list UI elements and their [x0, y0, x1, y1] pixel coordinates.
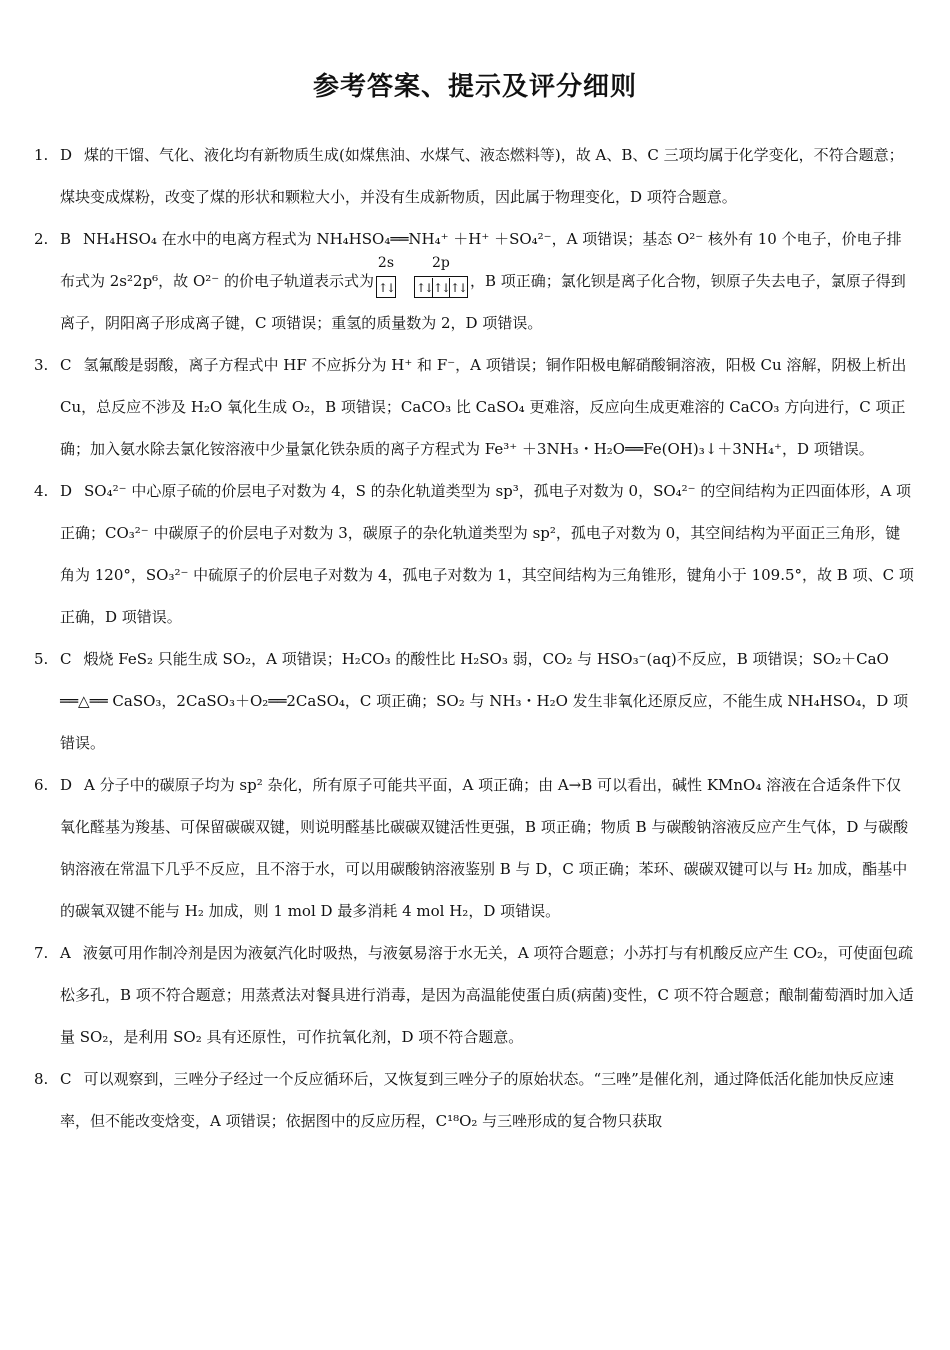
orbital-diagram	[374, 255, 470, 298]
item-explanation: 氢氟酸是弱酸，离子方程式中 HF 不应拆分为 H⁺ 和 F⁻，A 项错误；铜作阳极电解硝酸铜溶液，阳极 Cu 溶解，阴极上析出 Cu，总反应不涉及 H₂O 氧化生成 O₂，B 项错误；CaCO₃ 比 CaSO₄ 更难溶，反应向生成更难溶的 CaCO₃ 方向进行，C 项正确；加入氨水除去氯化铵溶液中少量氯化铁杂质的离子方程式为 Fe³⁺ ＋3NH₃・H₂O══Fe(OH)₃↓＋3NH₄⁺，D 项错误。	[60, 356, 907, 458]
answer-item-6	[34, 764, 914, 932]
item-number: 1.	[34, 146, 49, 164]
answer-item-7	[34, 932, 914, 1058]
orbital-2s-label: 2s	[377, 255, 394, 271]
item-answer: D	[60, 482, 73, 500]
answer-item-8	[34, 1058, 914, 1142]
orbital-2s-box	[376, 255, 396, 298]
item-number: 3.	[34, 356, 49, 374]
item-explanation: 煤的干馏、气化、液化均有新物质生成(如煤焦油、水煤气、液态燃料等)，故 A、B、C 三项均属于化学变化，不符合题意；煤块变成煤粉，改变了煤的形状和颗粒大小，并没有生成新物质，因此属于物理变化，D 项符合题意。	[60, 146, 904, 206]
orbital-cell: ↑↓	[432, 278, 449, 298]
orbital-cell: ↑↓	[415, 281, 433, 295]
answer-item-5	[34, 638, 914, 764]
item-answer: D	[60, 776, 73, 794]
item-number: 6.	[34, 776, 49, 794]
answer-item-3	[34, 344, 914, 470]
answer-item-2	[34, 218, 914, 344]
answer-item-4	[34, 470, 914, 638]
item-explanation: SO₄²⁻ 中心原子硫的价层电子对数为 4，S 的杂化轨道类型为 sp³，孤电子对数为 0，SO₄²⁻ 的空间结构为正四面体形，A 项正确；CO₃²⁻ 中碳原子的价层电子对数为 3，碳原子的杂化轨道类型为 sp²，孤电子对数为 0，其空间结构为平面正三角形，键角为 120°，SO₃²⁻ 中硫原子的价层电子对数为 4，孤电子对数为 1，其空间结构为三角锥形，键角小于 109.5°，故 B 项、C 项正确，D 项错误。	[60, 482, 914, 626]
page-title: 参考答案、提示及评分细则	[312, 72, 637, 102]
orbital-2p-box	[414, 255, 468, 298]
item-number: 8.	[34, 1070, 49, 1088]
item-answer: C	[60, 356, 72, 374]
item-explanation: 煅烧 FeS₂ 只能生成 SO₂，A 项错误；H₂CO₃ 的酸性比 H₂SO₃ 弱，CO₂ 与 HSO₃⁻(aq)不反应，B 项错误；SO₂＋CaO ══△══ CaSO₃，2CaSO₃＋O₂══2CaSO₄，C 项正确；SO₂ 与 NH₃・H₂O 发生非氧化还原反应，不能生成 NH₄HSO₄，D 项错误。	[60, 650, 909, 752]
orbital-2p-label: 2p	[432, 255, 450, 271]
item-answer: C	[60, 1070, 72, 1088]
item-answer: C	[60, 650, 72, 668]
item-number: 2.	[34, 230, 49, 248]
item-explanation-part-b: ，B 项正确；氯化钡是离子化合物，钡原子失去电子，氯原子得到离子，阴阳离子形成离子键，C 项错误；重氢的质量数为 2，D 项错误。	[60, 272, 906, 332]
item-number: 7.	[34, 944, 49, 962]
item-answer: A	[60, 944, 71, 962]
orbital-cell: ↑↓	[449, 278, 466, 298]
item-explanation: 液氨可用作制冷剂是因为液氨汽化时吸热，与液氨易溶于水无关，A 项符合题意；小苏打与有机酸反应产生 CO₂，可使面包疏松多孔，B 项不符合题意；用蒸煮法对餐具进行消毒，是因为高温能使蛋白质(病菌)变性，C 项不符合题意；酿制葡萄酒时加入适量 SO₂，是利用 SO₂ 具有还原性，可作抗氧化剂，D 项不符合题意。	[60, 944, 914, 1046]
item-explanation-part-a: NH₄HSO₄ 在水中的电离方程式为 NH₄HSO₄══NH₄⁺ ＋H⁺ ＋SO₄²⁻，A 项错误；基态 O²⁻ 核外有 10 个电子，价电子排布式为 2s²2p⁶，故 O²⁻ 的价电子轨道表示式为	[60, 230, 902, 290]
item-answer: B	[60, 230, 72, 248]
orbital-cell: ↑↓	[377, 281, 395, 295]
item-answer: D	[60, 146, 73, 164]
item-explanation: A 分子中的碳原子均为 sp² 杂化，所有原子可能共平面，A 项正确；由 A→B 可以看出，碱性 KMnO₄ 溶液在合适条件下仅氧化醛基为羧基、可保留碳碳双键，则说明醛基比碳碳双键活性更强，B 项正确；物质 B 与碳酸钠溶液反应产生气体，D 与碳酸钠溶液在常温下几乎不反应，且不溶于水，可以用碳酸钠溶液鉴别 B 与 D，C 项正确；苯环、碳碳双键可以与 H₂ 加成，酯基中的碳氧双键不能与 H₂ 加成，则 1 mol D 最多消耗 4 mol H₂，D 项错误。	[60, 776, 909, 920]
answer-list	[34, 134, 914, 1142]
item-explanation: 可以观察到，三唑分子经过一个反应循环后，又恢复到三唑分子的原始状态。“三唑”是催化剂，通过降低活化能加快反应速率，但不能改变焓变，A 项错误；依据图中的反应历程，C¹⁸O₂ 与三唑形成的复合物只获取	[60, 1070, 894, 1130]
item-number: 4.	[34, 482, 49, 500]
answer-item-1	[34, 134, 914, 218]
item-number: 5.	[34, 650, 49, 668]
